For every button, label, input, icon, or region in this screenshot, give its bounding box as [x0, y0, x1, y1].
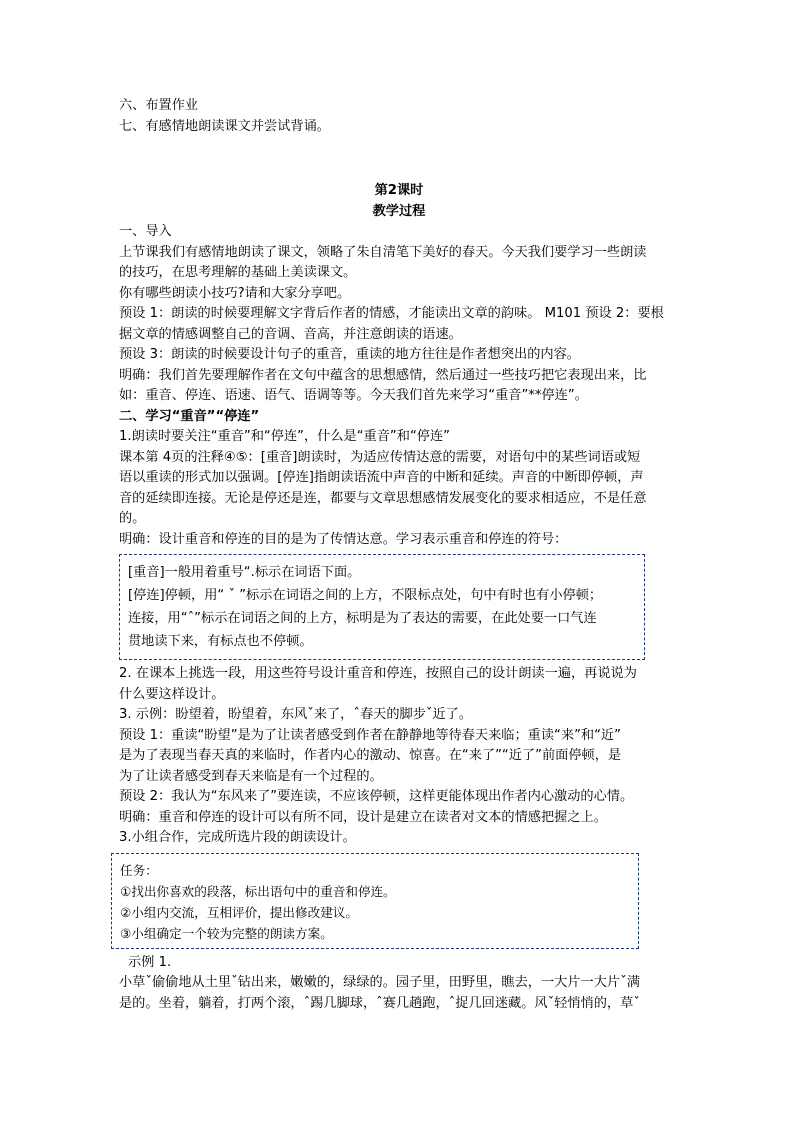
paragraph-line: 音的延续即连接。无论是停还是连，都要与文章思想感情发展变化的要求相适应，不是任意 — [119, 490, 647, 506]
paragraph-line: 如：重音、停连、语速、语气、语调等等。今天我们首先来学习“重音”**停连”。 — [119, 388, 588, 403]
example-line: 是的。坐着，躺着，打两个滚，ˆ踢几脚球，ˆ赛几趟跑，ˆ捉几回迷藏。风ˇ轻悄悄的，草ˇ — [119, 995, 640, 1011]
paragraph-line: 上节课我们有感情地朗读了课文，领略了朱自清笔下美好的春天。今天我们要学习一些朗读 — [119, 244, 647, 260]
paragraph-line: 3.小组合作，完成所选片段的朗读设计。 — [119, 830, 356, 845]
task-item: ③小组确定一个较为完整的朗读方案。 — [120, 925, 333, 941]
box-line: 贯地读下来，有标点也不停顿。 — [128, 634, 313, 649]
paragraph-line: 预设 2：我认为“东风来了”要连读，不应该停顿，这样更能体现出作者内心激动的心情。 — [119, 789, 634, 804]
paragraph-line: 2. 在课本上挑选一段，用这些符号设计重音和停连，按照自己的设计朗读一遍，再说说为 — [119, 666, 637, 681]
paragraph-line: 预设 3：朗读的时候要设计句子的重音，重读的地方往往是作者想突出的内容。 — [119, 347, 580, 362]
paragraph-line: 是为了表现当春天真的来临时，作者内心的激动、惊喜。在“来了”“近了”前面停顿，是 — [119, 748, 622, 763]
paragraph-line: 的技巧，在思考理解的基础上美读课文。 — [119, 265, 357, 280]
example-line: 小草ˇ偷偷地从土里ˇ钻出来，嫩嫩的，绿绿的。园子里，田野里，瞧去，一大片一大片ˇ满 — [119, 975, 640, 990]
paragraph-line: 你有哪些朗读小技巧?请和大家分享吧。 — [119, 285, 351, 301]
reading-task-item: 七、有感情地朗读课文并尝试背诵。 — [119, 118, 330, 134]
paragraph-line: 明确：设计重音和停连的目的是为了传情达意。学习表示重音和停连的符号： — [119, 531, 568, 547]
paragraph-line: 什么要这样设计。 — [119, 686, 225, 702]
process-heading: 教学过程 — [372, 203, 426, 219]
paragraph-line: 1.朗读时要关注“重音”和“停连”，什么是“重音”和“停连” — [119, 429, 450, 444]
paragraph-line: 明确：我们首先要理解作者在文句中蕴含的思想感情，然后通过一些技巧把它表现出来，比 — [119, 367, 647, 383]
box-line: [重音]一般用着重号“.标示在词语下面。 — [128, 565, 361, 580]
paragraph-line: 为了让读者感受到春天来临是有一个过程的。 — [119, 768, 383, 784]
task-box — [111, 853, 639, 949]
symbol-definition-box — [119, 554, 645, 660]
paragraph-line: 语以重读的形式加以强调。[停连]指朗读语流中声音的中断和延续。声音的中断即停顿，声 — [119, 470, 644, 485]
task-title: 任务： — [120, 862, 158, 878]
task-item: ②小组内交流，互相评价，提出修改建议。 — [120, 904, 358, 920]
box-line: [停连]停顿，用“ ˇ ”标示在词语之间的上方，不限标点处，句中有时也有小停顿； — [128, 588, 603, 603]
paragraph-line: 预设 1：朗读的时候要理解文字背后作者的情感，才能读出文章的韵味。 M101 预设 2：要根 — [119, 306, 664, 321]
task-item: ①找出你喜欢的段落，标出语句中的重音和停连。 — [120, 883, 396, 899]
paragraph-line: 课本第 4页的注释④⑤：[重音]朗读时，为适应传情达意的需要，对语句中的某些词语或短 — [119, 449, 641, 465]
lesson-heading: 第2课时 — [374, 183, 424, 198]
paragraph-line: 据文章的情感调整自己的音调、音高，并注意朗读的语速。 — [119, 326, 462, 342]
example-label: 示例 1. — [128, 954, 172, 970]
stress-pause-section — [119, 427, 679, 550]
document-body — [119, 96, 679, 1014]
homework-item: 六、布置作业 — [119, 98, 199, 113]
paragraph-line: 的。 — [119, 511, 146, 526]
paragraph-line: 3. 示例：盼望着，盼望着，东风ˇ来了，ˆ春天的脚步ˇ近了。 — [119, 707, 473, 722]
paragraph-line: 预设 1：重读“盼望”是为了让读者感受到作者在静静地等待春天来临；重读“来”和“近” — [119, 727, 621, 743]
section-title-stress-pause: 二、学习“重音”“停连” — [119, 408, 260, 424]
practice-section — [119, 664, 679, 849]
section-title-intro: 一、导入 — [119, 224, 172, 239]
paragraph-line: 明确：重音和停连的设计可以有所不同，设计是建立在读者对文本的情感把握之上。 — [119, 809, 607, 825]
intro-section — [119, 243, 679, 407]
box-line: 连接，用“ˆ”标示在词语之间的上方，标明是为了表达的需要，在此处要一口气连 — [128, 611, 597, 626]
